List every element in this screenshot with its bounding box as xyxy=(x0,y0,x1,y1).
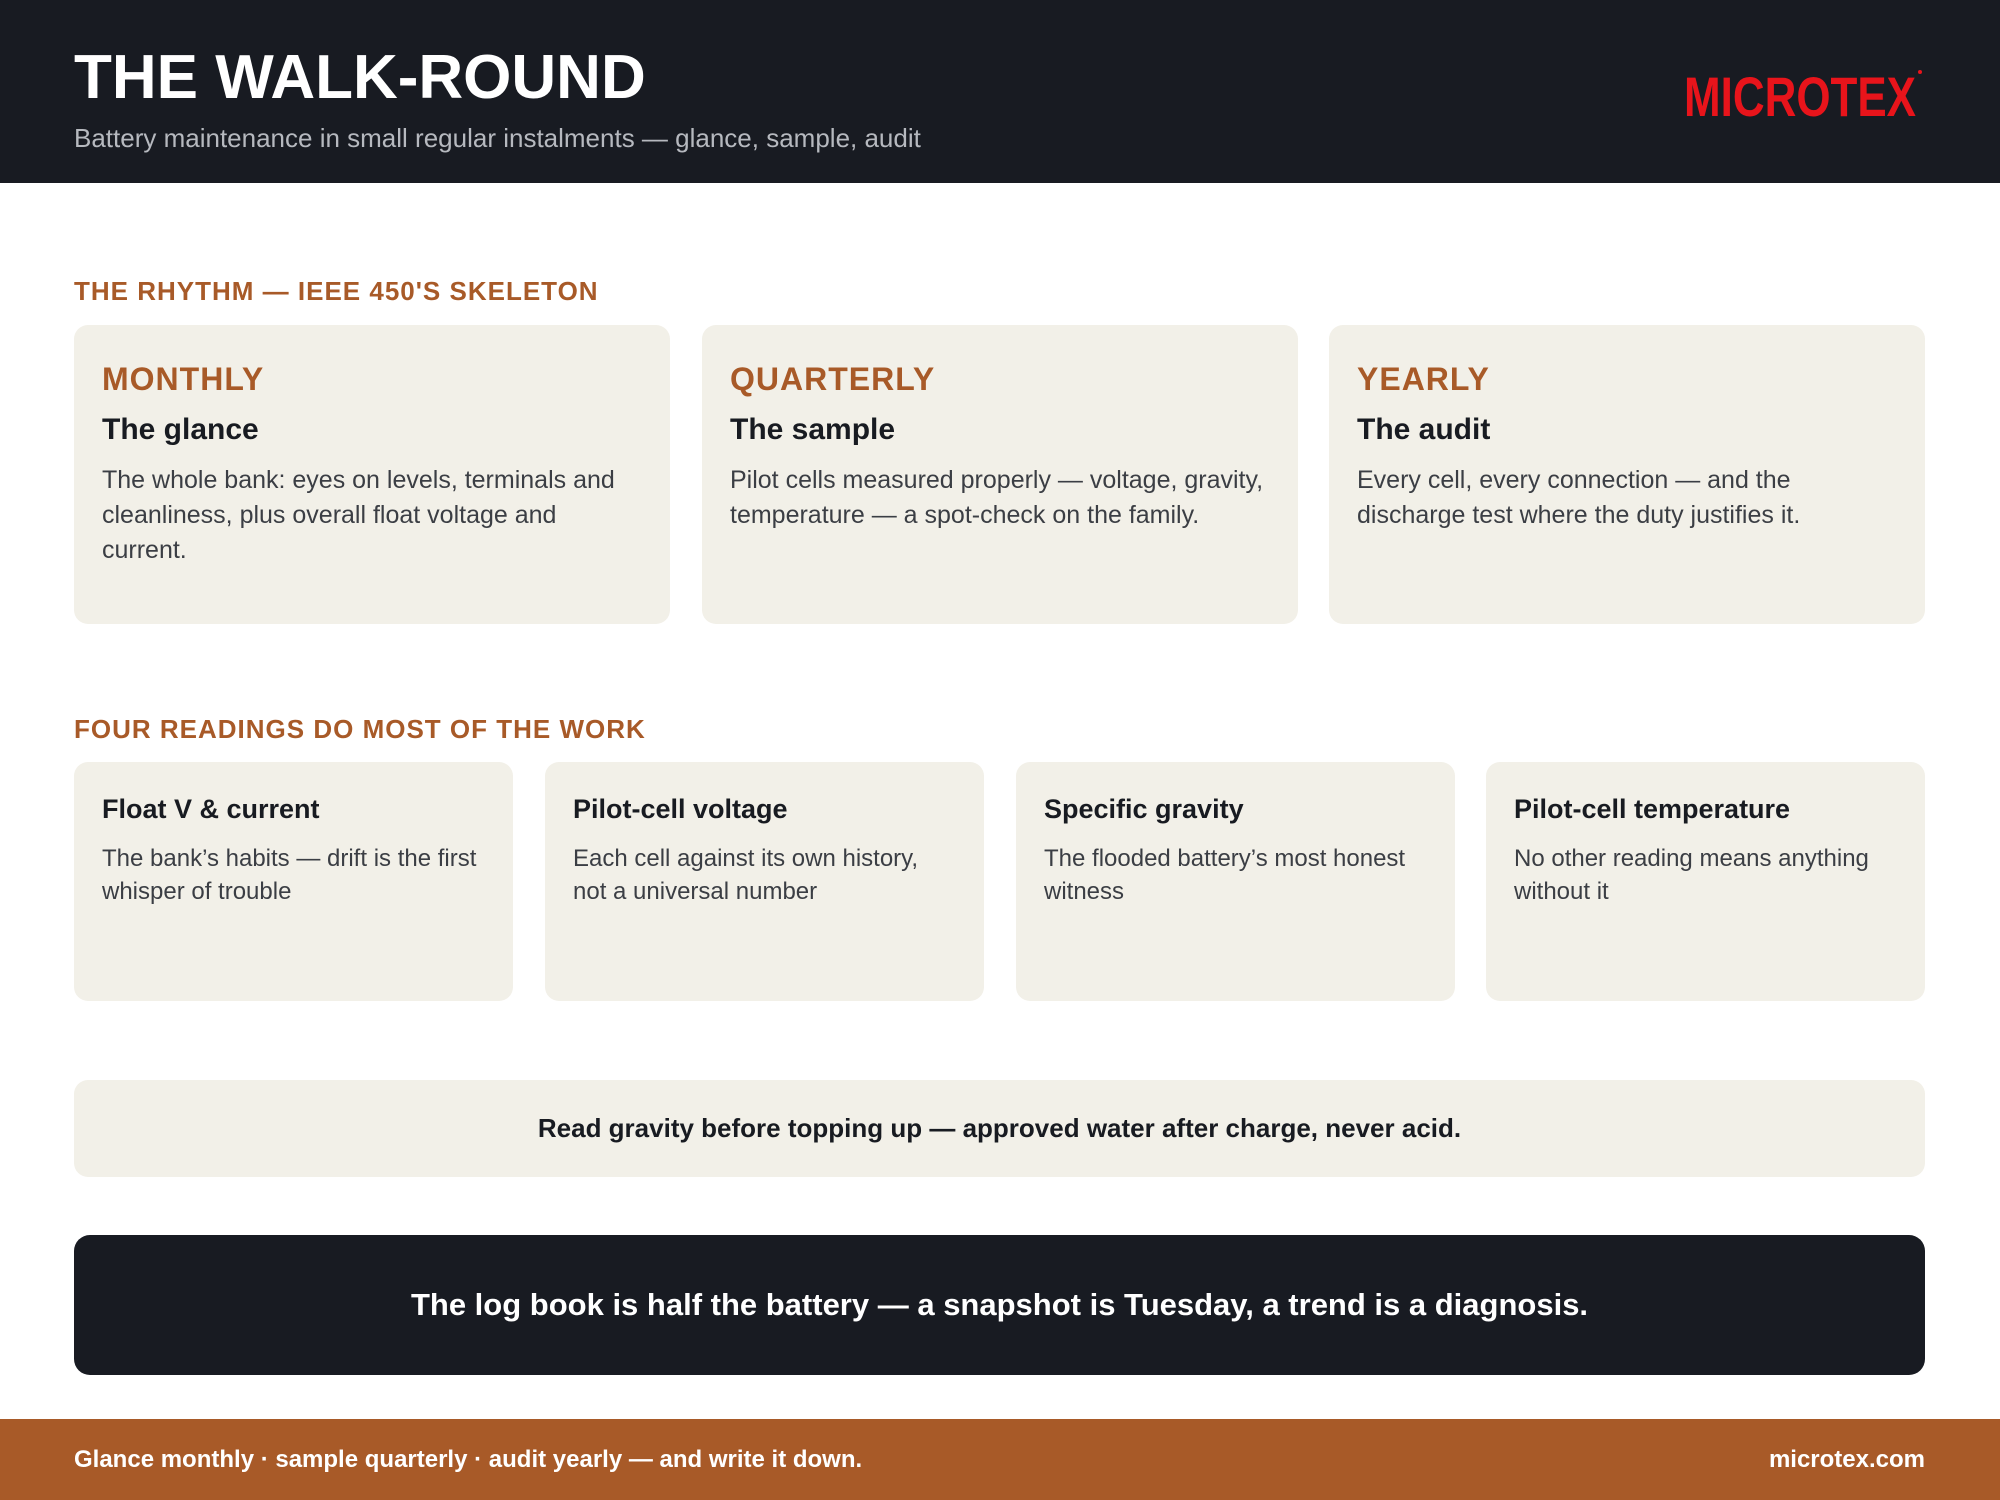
rhythm-description: The whole bank: eyes on levels, terminals and cleanliness, plus overall float voltage and current. xyxy=(102,466,615,564)
rhythm-frequency: MONTHLY xyxy=(102,361,265,397)
reading-description: Each cell against its own history, not a universal number xyxy=(573,845,919,905)
rhythm-heading: THE RHYTHM — IEEE 450'S SKELETON xyxy=(74,276,599,306)
rhythm-card-quarterly xyxy=(702,325,1298,624)
readings-heading: FOUR READINGS DO MOST OF THE WORK xyxy=(74,714,646,744)
header-bar xyxy=(0,0,2000,183)
reading-name: Float V & current xyxy=(102,794,320,824)
rhythm-card-monthly xyxy=(74,325,670,624)
footer-url-link[interactable]: microtex.com xyxy=(1768,1446,1925,1473)
microtex-logo xyxy=(1684,65,1924,128)
reading-card-specific-gravity xyxy=(1016,762,1455,1001)
reading-description: No other reading means anything without it xyxy=(1514,845,1869,905)
topping-up-notice: Read gravity before topping up — approved water after charge, never acid. xyxy=(74,1080,1925,1177)
page-title: THE WALK-ROUND xyxy=(74,43,646,112)
rhythm-frequency: QUARTERLY xyxy=(730,361,936,397)
page-subtitle: Battery maintenance in small regular instalments — glance, sample, audit xyxy=(74,123,921,153)
reading-description: The bank’s habits — drift is the first whisper of trouble xyxy=(102,845,477,905)
rhythm-card-yearly xyxy=(1329,325,1925,624)
rhythm-frequency: YEARLY xyxy=(1357,361,1490,397)
footer-tagline: Glance monthly · sample quarterly · audit yearly — and write it down. xyxy=(74,1446,863,1473)
rhythm-name: The sample xyxy=(730,413,896,446)
reading-name: Pilot-cell temperature xyxy=(1514,794,1791,824)
reading-card-pilot-temperature xyxy=(1486,762,1925,1001)
log-book-callout: The log book is half the battery — a snapshot is Tuesday, a trend is a diagnosis. xyxy=(74,1235,1925,1375)
reading-card-float xyxy=(74,762,513,1001)
rhythm-description: Every cell, every connection — and the discharge test where the duty justifies it. xyxy=(1357,466,1801,529)
rhythm-name: The glance xyxy=(102,413,259,446)
rhythm-description: Pilot cells measured properly — voltage, gravity, temperature — a spot-check on the family. xyxy=(730,466,1264,529)
footer-bar xyxy=(0,1419,2000,1500)
logo-text: MICROTEX xyxy=(1684,65,1916,128)
reading-description: The flooded battery’s most honest witness xyxy=(1044,845,1406,905)
reading-card-pilot-voltage xyxy=(545,762,984,1001)
rhythm-name: The audit xyxy=(1357,413,1491,446)
reading-name: Pilot-cell voltage xyxy=(573,794,788,824)
reading-name: Specific gravity xyxy=(1044,794,1244,824)
